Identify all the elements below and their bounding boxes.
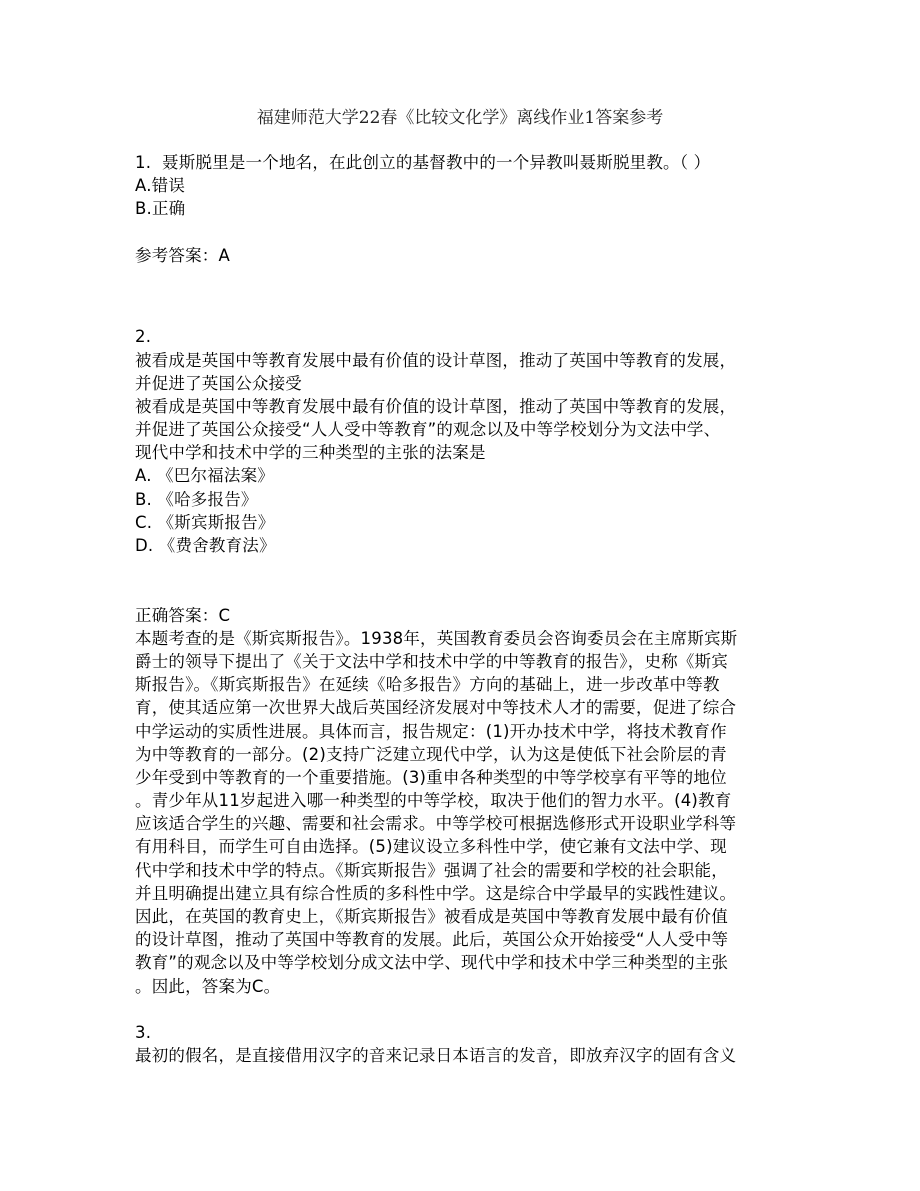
explanation-line: 育，使其适应第一次世界大战后英国经济发展对中等技术人才的需要，促进了综合 (135, 698, 737, 718)
option-b: B. 《哈多报告》 (135, 489, 258, 509)
question-number: 3. (135, 1022, 152, 1042)
explanation-line: 代中学和技术中学的特点。《斯宾斯报告》强调了社会的需要和学校的社会职能， (135, 860, 728, 880)
explanation-line: 的设计草图，推动了英国中等教育的发展。此后，英国公众开始接受“人人受中等 (135, 930, 729, 950)
explanation-line: 斯报告》。《斯宾斯报告》在延续《哈多报告》方向的基础上，进一步改革中等教 (135, 675, 720, 695)
question-stem-line: 最初的假名，是直接借用汉字的音来记录日本语言的发音，即放弃汉字的固有含义 (135, 1046, 737, 1066)
option-a: A.错误 (135, 176, 186, 196)
answer-label: 正确答案：C (135, 605, 231, 625)
question-stem-line: 被看成是英国中等教育发展中最有价值的设计草图，推动了英国中等教育的发展， (135, 396, 737, 416)
explanation-line: 有用科目，而学生可自由选择。(5)建议设立多科性中学，使它兼有文法中学、现 (135, 837, 727, 857)
explanation-line: 。因此，答案为C。 (135, 976, 281, 996)
document-title: 福建师范大学22春《比较文化学》离线作业1答案参考 (256, 108, 664, 128)
explanation-line: 中学运动的实质性进展。具体而言，报告规定：(1)开办技术中学，将技术教育作 (135, 721, 727, 741)
question-number: 2. (135, 327, 152, 347)
option-d: D. 《费舍教育法》 (135, 536, 276, 556)
document-body (135, 151, 795, 1067)
question-stem-line: 被看成是英国中等教育发展中最有价值的设计草图，推动了英国中等教育的发展， (135, 350, 737, 370)
explanation-line: 因此，在英国的教育史上，《斯宾斯报告》被看成是英国中等教育发展中最有价值 (135, 907, 728, 927)
explanation-line: 为中等教育的一部分。(2)支持广泛建立现代中学，认为这是使低下社会阶层的青 (135, 744, 727, 764)
question-stem-line: 并促进了英国公众接受“人人受中等教育”的观念以及中等学校划分为文法中学、 (135, 420, 721, 440)
question-stem-line: 现代中学和技术中学的三种类型的主张的法案是 (135, 443, 486, 463)
question-stem: 1. 聂斯脱里是一个地名，在此创立的基督教中的一个异教叫聂斯脱里教。（ ） (135, 153, 711, 172)
option-b: B.正确 (135, 199, 186, 219)
explanation-line: 应该适合学生的兴趣、需要和社会需求。中等学校可根据选修形式开设职业学科等 (135, 814, 737, 834)
explanation-line: 少年受到中等教育的一个重要措施。(3)重申各种类型的中等学校享有平等的地位 (135, 767, 727, 787)
question-1 (135, 151, 795, 267)
explanation-line: 。青少年从11岁起进入哪一种类型的中等学校，取决于他们的智力水平。(4)教育 (135, 791, 732, 811)
option-c: C. 《斯宾斯报告》 (135, 512, 275, 532)
question-stem-line: 并促进了英国公众接受 (135, 373, 302, 393)
question-3 (135, 1021, 795, 1067)
question-2 (135, 325, 795, 997)
explanation-line: 爵士的领导下提出了《关于文法中学和技术中学的中等教育的报告》，史称《斯宾 (135, 651, 728, 671)
answer-explanation (135, 627, 795, 998)
option-a: A. 《巴尔福法案》 (135, 466, 274, 486)
explanation-line: 本题考查的是《斯宾斯报告》。1938年，英国教育委员会咨询委员会在主席斯宾斯 (135, 628, 738, 648)
question-number: 1. (135, 153, 152, 172)
explanation-line: 教育”的观念以及中等学校划分成文法中学、现代中学和技术中学三种类型的主张 (135, 953, 729, 973)
explanation-line: 并且明确提出建立具有综合性质的多科性中学。这是综合中学最早的实践性建议。 (135, 883, 737, 903)
answer-label: 参考答案：A (135, 245, 230, 265)
